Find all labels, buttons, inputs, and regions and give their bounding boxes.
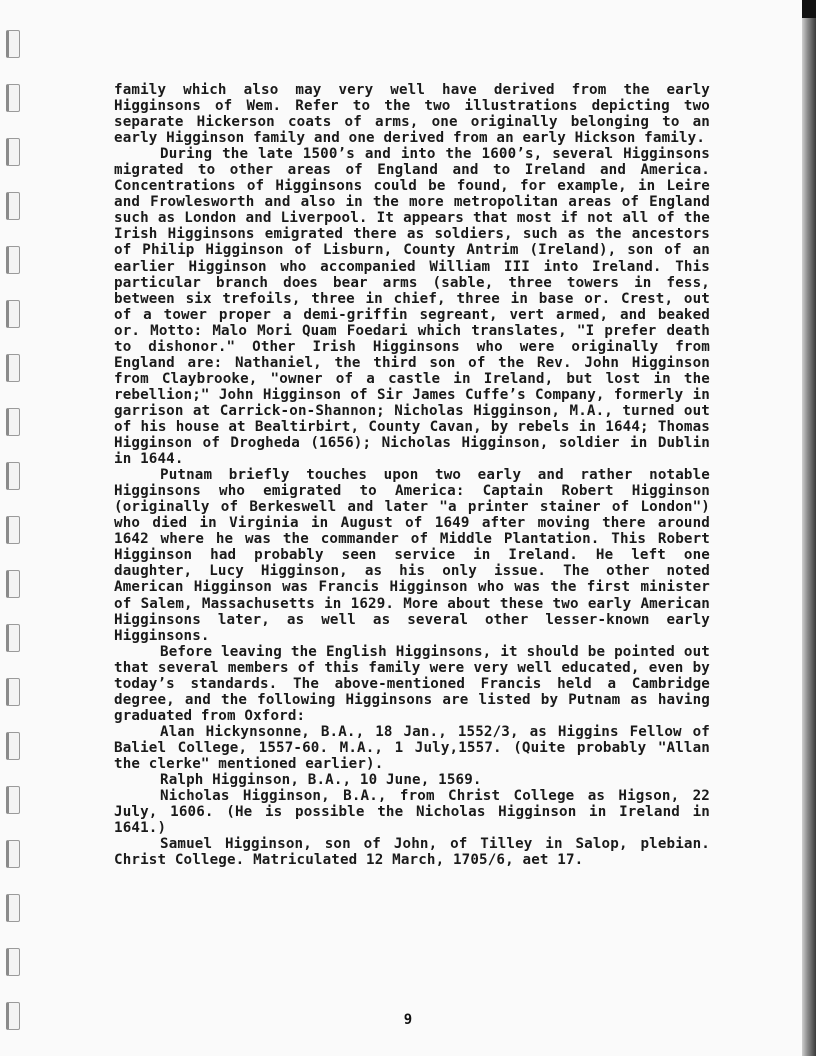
binding-hole <box>6 786 20 814</box>
page-edge-cap <box>802 0 816 18</box>
binding-hole <box>6 30 20 58</box>
binding-hole <box>6 570 20 598</box>
binding-hole <box>6 948 20 976</box>
paragraph: Nicholas Higginson, B.A., from Christ College as Higson, 22 July, 1606. (He is possible the Nicholas Higginson in Ireland in 1641.) <box>114 788 710 837</box>
paragraph: Alan Hickynsonne, B.A., 18 Jan., 1552/3, as Higgins Fellow of Baliel College, 1557-60. M.A., 1 July,1557. (Quite probably "Allan the clerke" mentioned earlier). <box>114 723 710 772</box>
body-text <box>114 82 710 868</box>
paragraph: During the late 1500’s and into the 1600’s, several Higginsons migrated to other areas of England and to Ireland and America. Concentrations of Higginsons could be found, for example, in Leire and Frowlesworth and also in the more metropolitan areas of England such as London and Liverpool. It appears that most if not all of the Irish Higginsons emigrated there as soldiers, such as the ancestors of Philip Higginson of Lisburn, County Antrim (Ireland), son of an earlier Higginson who accompanied William III into Ireland. This particular branch does bear arms (sable, three towers in fess, between six trefoils, three in chief, three in base or. Crest, out of a tower proper a demi-griffin segreant, vert armed, and beaked or. Motto: Malo Mori Quam Foedari which translates, "I prefer death to dishonor." Other Irish Higginsons who were originally from England are: Nathaniel, the third son of the Rev. John Higginson from Claybrooke, "owner of a castle in Ireland, but lost in the rebellion;" John Higginson of Sir James Cuffe’s Company, formerly in garrison at Carrick-on-Shannon; Nicholas Higginson, M.A., turned out of his house at Bealtirbirt, County Cavan, by rebels in 1644; Thomas Higginson of Drogheda (1656); Nicholas Higginson, soldier in Dublin in 1644. <box>114 146 710 468</box>
binding-hole <box>6 192 20 220</box>
binding-hole <box>6 84 20 112</box>
binding-hole <box>6 408 20 436</box>
binding-hole <box>6 354 20 382</box>
binding-hole <box>6 246 20 274</box>
paragraph: family which also may very well have derived from the early Higginsons of Wem. Refer to the two illustrations depicting two separate Hickerson coats of arms, one originally belonging to an early Higginson family and one derived from an early Hickson family. <box>114 82 710 147</box>
page-number: 9 <box>403 1012 413 1028</box>
binding-hole <box>6 138 20 166</box>
paragraph: Before leaving the English Higginsons, it should be pointed out that several members of this family were very well educated, even by today’s standards. The above-mentioned Francis held a Cambridge degree, and the following Higginsons are listed by Putnam as having graduated from Oxford: <box>114 643 710 724</box>
binding-hole <box>6 840 20 868</box>
binding-hole <box>6 678 20 706</box>
binding-hole <box>6 516 20 544</box>
binding-hole <box>6 462 20 490</box>
paragraph: Ralph Higginson, B.A., 10 June, 1569. <box>160 772 482 789</box>
binding-hole <box>6 300 20 328</box>
binding-hole <box>6 894 20 922</box>
page-edge-shadow <box>802 0 816 1056</box>
paragraph: Samuel Higginson, son of John, of Tilley in Salop, plebian. Christ College. Matriculated 12 March, 1705/6, aet 17. <box>114 836 710 869</box>
binding-hole <box>6 624 20 652</box>
paragraph: Putnam briefly touches upon two early and rather notable Higginsons who emigrated to America: Captain Robert Higginson (originally of Berkeswell and later "a printer stainer of London") who died in Virginia in August of 1649 after moving there around 1642 where he was the commander of Middle Plantation. This Robert Higginson had probably seen service in Ireland. He left one daughter, Lucy Higginson, as his only issue. The other noted American Higginson was Francis Higginson who was the first minister of Salem, Massachusetts in 1629. More about these two early American Higginsons later, as well as several other lesser-known early Higginsons. <box>114 467 710 644</box>
binding-holes <box>6 0 22 1056</box>
binding-hole <box>6 732 20 760</box>
